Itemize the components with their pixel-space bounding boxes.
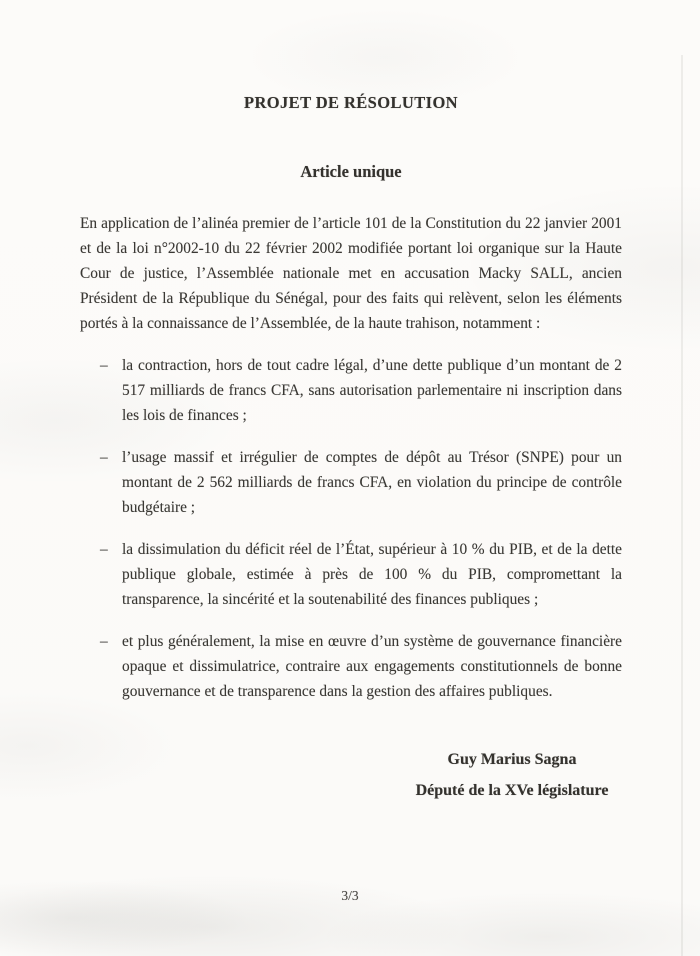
charges-list	[80, 353, 622, 704]
document-content	[80, 0, 622, 802]
signature-name: Guy Marius Sagna	[447, 751, 577, 768]
list-item-dash: –	[100, 541, 108, 558]
list-item-dash: –	[100, 449, 108, 466]
list-item-text: l’usage massif et irrégulier de comptes de dépôt au Trésor (SNPE) pour un montant de 2 562 milliards de francs CFA, en violation du principe de contrôle budgétaire ;	[122, 449, 622, 516]
intro-paragraph: En application de l’alinéa premier de l’article 101 de la Constitution du 22 janvier 2001 et de la loi n°2002-10 du 22 février 2002 modifiée portant loi organique sur la Haute Cour de justice, l’Assemblée nationale met en accusation Macky SALL, ancien Président de la République du Sénégal, pour des faits qui relèvent, selon les éléments portés à la connaissance de l’Assemblée, de la haute trahison, notamment :	[80, 215, 622, 332]
signature-role: Député de la XVe législature	[415, 782, 609, 799]
list-item-dash: –	[100, 357, 108, 374]
list-item	[80, 353, 622, 428]
list-item-text: et plus généralement, la mise en œuvre d’un système de gouvernance financière opaque et dissimulatrice, contraire aux engagements constitutionnels de bonne gouvernance et de transparence dans la gestion des affaires publiques.	[122, 633, 622, 700]
list-item	[80, 629, 622, 704]
list-item-dash: –	[100, 633, 108, 650]
list-item	[80, 445, 622, 520]
page-number: 3/3	[341, 888, 359, 903]
list-item	[80, 537, 622, 612]
list-item-text: la contraction, hors de tout cadre légal, d’une dette publique d’un montant de 2 517 milliards de francs CFA, sans autorisation parlementaire ni inscription dans les lois de finances ;	[122, 357, 622, 424]
document-title: PROJET DE RÉSOLUTION	[244, 93, 458, 112]
article-heading: Article unique	[300, 162, 402, 181]
signature-block	[377, 749, 647, 802]
list-item-text: la dissimulation du déficit réel de l’État, supérieur à 10 % du PIB, et de la dette publique globale, estimée à près de 100 % du PIB, compromettant la transparence, la sincérité et la soutenabilité des finances publiques ;	[122, 541, 622, 608]
scan-edge-artifact	[681, 55, 683, 956]
